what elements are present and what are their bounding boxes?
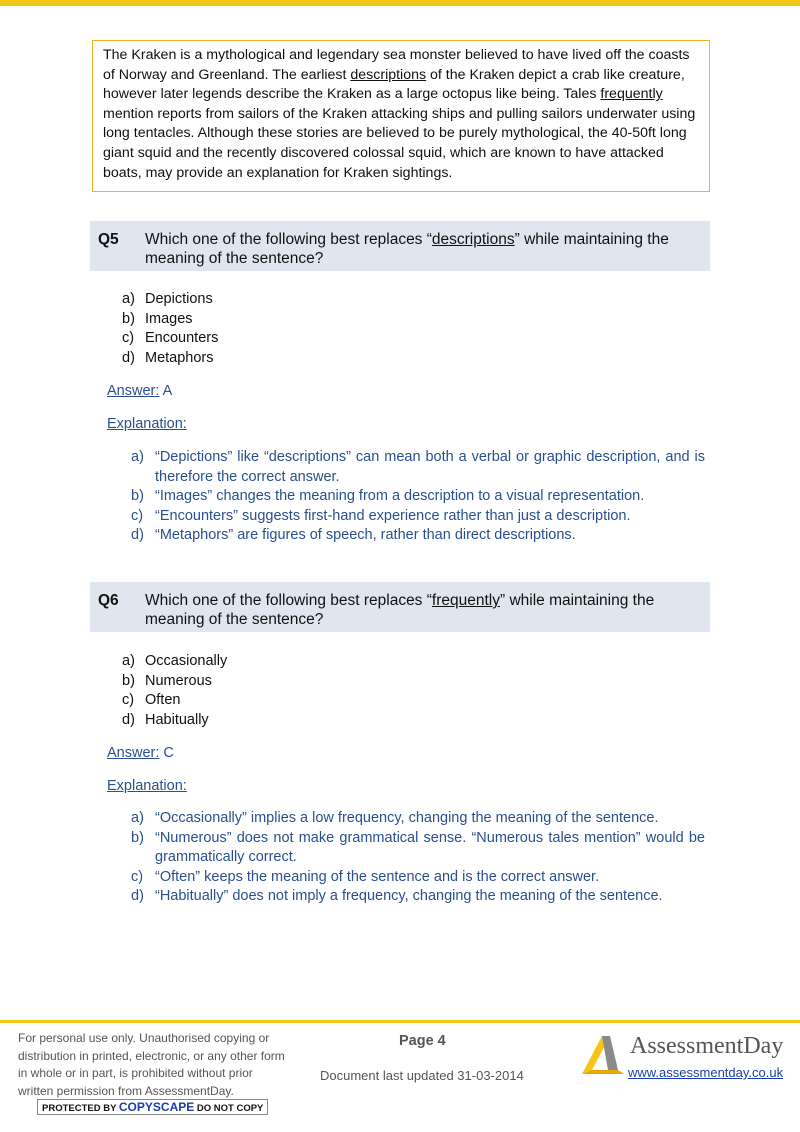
copyscape-badge[interactable]: PROTECTED BY COPYSCAPE DO NOT COPY: [37, 1099, 268, 1115]
explanation-item: b) “Numerous” does not make grammatical sense. “Numerous tales mention” would be grammatically correct.: [131, 829, 705, 866]
explanation-item: a) “Occasionally” implies a low frequency, changing the meaning of the sentence.: [131, 810, 659, 826]
question-6-options: [122, 652, 227, 730]
explanation-item: d) “Metaphors” are figures of speech, rather than direct descriptions.: [131, 527, 576, 544]
option-item: b) Images: [122, 310, 193, 327]
header-accent-bar: [0, 0, 800, 6]
explanation-item: b) “Images” changes the meaning from a description to a visual representation.: [131, 488, 645, 505]
passage-word-frequently: frequently: [600, 86, 663, 103]
footer-accent-bar: [0, 1020, 800, 1023]
passage-text-1: The Kraken is a mythological and legendary sea monster believed to have lived off the coasts of Norway and Greenland. The earliest: [103, 47, 690, 83]
assessmentday-logo-text: AssessmentDay: [630, 1033, 784, 1059]
answer-value: C: [159, 745, 174, 761]
document-updated: Document last updated 31-03-2014: [320, 1068, 524, 1083]
option-item: a) Occasionally: [122, 653, 228, 669]
explanation-item: c) “Encounters” suggests first-hand experience rather than just a description.: [131, 507, 631, 524]
explanation-item: d) “Habitually” does not imply a frequency, changing the meaning of the sentence.: [131, 888, 663, 905]
question-text: Which one of the following best replaces “descriptions” while maintaining the meaning of the sentence?: [145, 231, 669, 267]
explanation-item: c) “Often” keeps the meaning of the sentence and is the correct answer.: [131, 868, 600, 885]
question-key-word: frequently: [431, 592, 500, 609]
question-6-explanations: [131, 809, 705, 907]
option-item: b) Numerous: [122, 672, 212, 689]
question-number: Q6: [98, 592, 119, 609]
copyright-notice: For personal use only. Unauthorised copying or distribution in printed, electronic, or any other form in whole or in part, is prohibited without prior written permission from AssessmentDay.: [18, 1031, 285, 1098]
question-number: Q5: [98, 231, 119, 248]
question-5-options: [122, 290, 218, 368]
option-item: c) Encounters: [122, 330, 219, 347]
website-link[interactable]: www.assessmentday.co.uk: [628, 1065, 784, 1080]
option-item: a) Depictions: [122, 291, 213, 307]
option-item: d) Habitually: [122, 711, 209, 728]
page-number: Page 4: [399, 1033, 446, 1049]
question-6-header: [90, 582, 710, 632]
question-5-explanations: [131, 448, 705, 546]
passage-text-2: of the Kraken depict a crab like creature, however later legends describe the Kraken as a large octopus like being. Tales: [103, 66, 685, 103]
question-key-word: descriptions: [431, 231, 515, 248]
passage-text-3: mention reports from sailors of the Kraken attacking ships and pulling sailors underwater using long tentacles. Although these stories are believed to be purely mythological, the 40-50ft long giant squid and the recently discovered colossal squid, which are known to have attacked boats, may provide an explanation for Kraken sightings.: [103, 105, 696, 181]
answer-label: Answer:: [107, 383, 160, 399]
question-text: Which one of the following best replaces “frequently” while maintaining the meaning of the sentence?: [145, 592, 655, 628]
answer-value: A: [159, 383, 173, 399]
question-5-answer: [107, 383, 172, 399]
option-item: d) Metaphors: [122, 349, 214, 366]
question-5-explanation-label: Explanation:: [107, 416, 187, 432]
option-item: c) Often: [122, 692, 181, 709]
passage-word-descriptions: descriptions: [350, 66, 427, 83]
question-5-header: [90, 221, 710, 271]
reading-passage: [92, 40, 710, 192]
answer-label: Answer:: [107, 745, 160, 761]
assessmentday-logo-icon: [578, 1030, 628, 1076]
question-6-answer: [107, 745, 174, 761]
question-6-explanation-label: Explanation:: [107, 778, 187, 794]
explanation-item: a) “Depictions” like “descriptions” can mean both a verbal or graphic description, and is therefore the correct answer.: [131, 449, 705, 485]
